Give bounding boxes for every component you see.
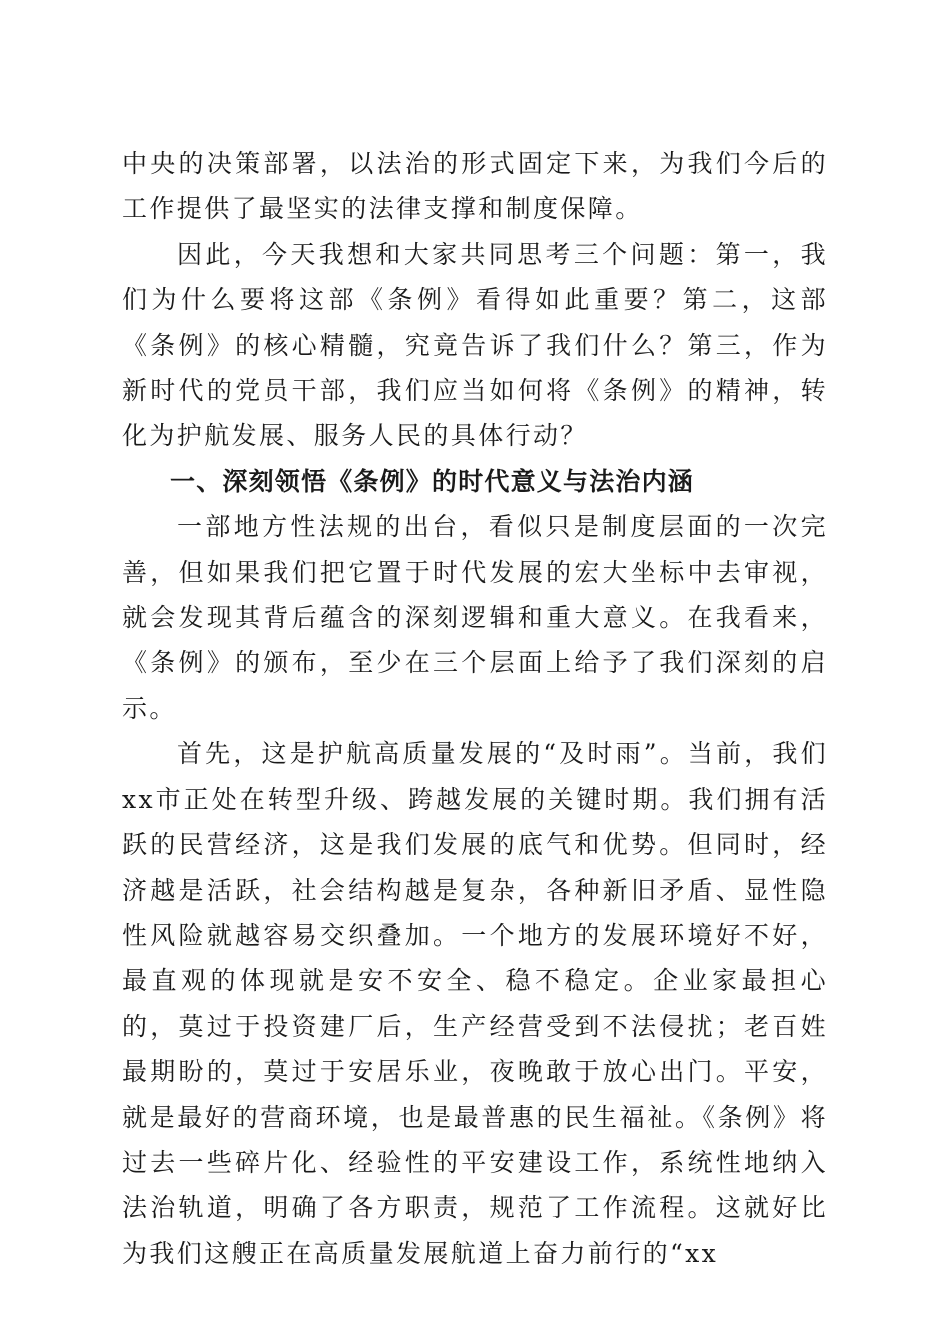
document-body — [122, 141, 828, 1276]
section-heading: 一、深刻领悟《条例》的时代意义与法治内涵 — [170, 466, 695, 496]
paragraph-first-point: 首先，这是护航高质量发展的“及时雨”。当前，我们xx市正处在转型升级、跨越发展的关键时期。我们拥有活跃的民营经济，这是我们发展的底气和优势。但同时，经济越是活跃，社会结构越是复杂，各种新旧矛盾、显性隐性风险就越容易交织叠加。一个地方的发展环境好不好，最直观的体现就是安不安全、稳不稳定。企业家最担心的，莫过于投资建厂后，生产经营受到不法侵扰；老百姓最期盼的，莫过于安居乐业，夜晚敢于放心出门。平安，就是最好的营商环境，也是最普惠的民生福祉。《条例》将过去一些碎片化、经验性的平安建设工作，系统性地纳入法治轨道，明确了各方职责，规范了工作流程。这就好比为我们这艘正在高质量发展航道上奋力前行的“xx — [122, 739, 828, 1268]
paragraph-continuation: 中央的决策部署，以法治的形式固定下来，为我们今后的工作提供了最坚实的法律支撑和制度保障。 — [122, 149, 828, 224]
paragraph-significance: 一部地方性法规的出台，看似只是制度层面的一次完善，但如果我们把它置于时代发展的宏大坐标中去审视，就会发现其背后蕴含的深刻逻辑和重大意义。在我看来，《条例》的颁布，至少在三个层面上给予了我们深刻的启示。 — [122, 512, 828, 723]
paragraph-three-questions: 因此，今天我想和大家共同思考三个问题：第一，我们为什么要将这部《条例》看得如此重要？第二，这部《条例》的核心精髓，究竟告诉了我们什么？第三，作为新时代的党员干部，我们应当如何将《条例》的精神，转化为护航发展、服务人民的具体行动？ — [122, 239, 828, 451]
